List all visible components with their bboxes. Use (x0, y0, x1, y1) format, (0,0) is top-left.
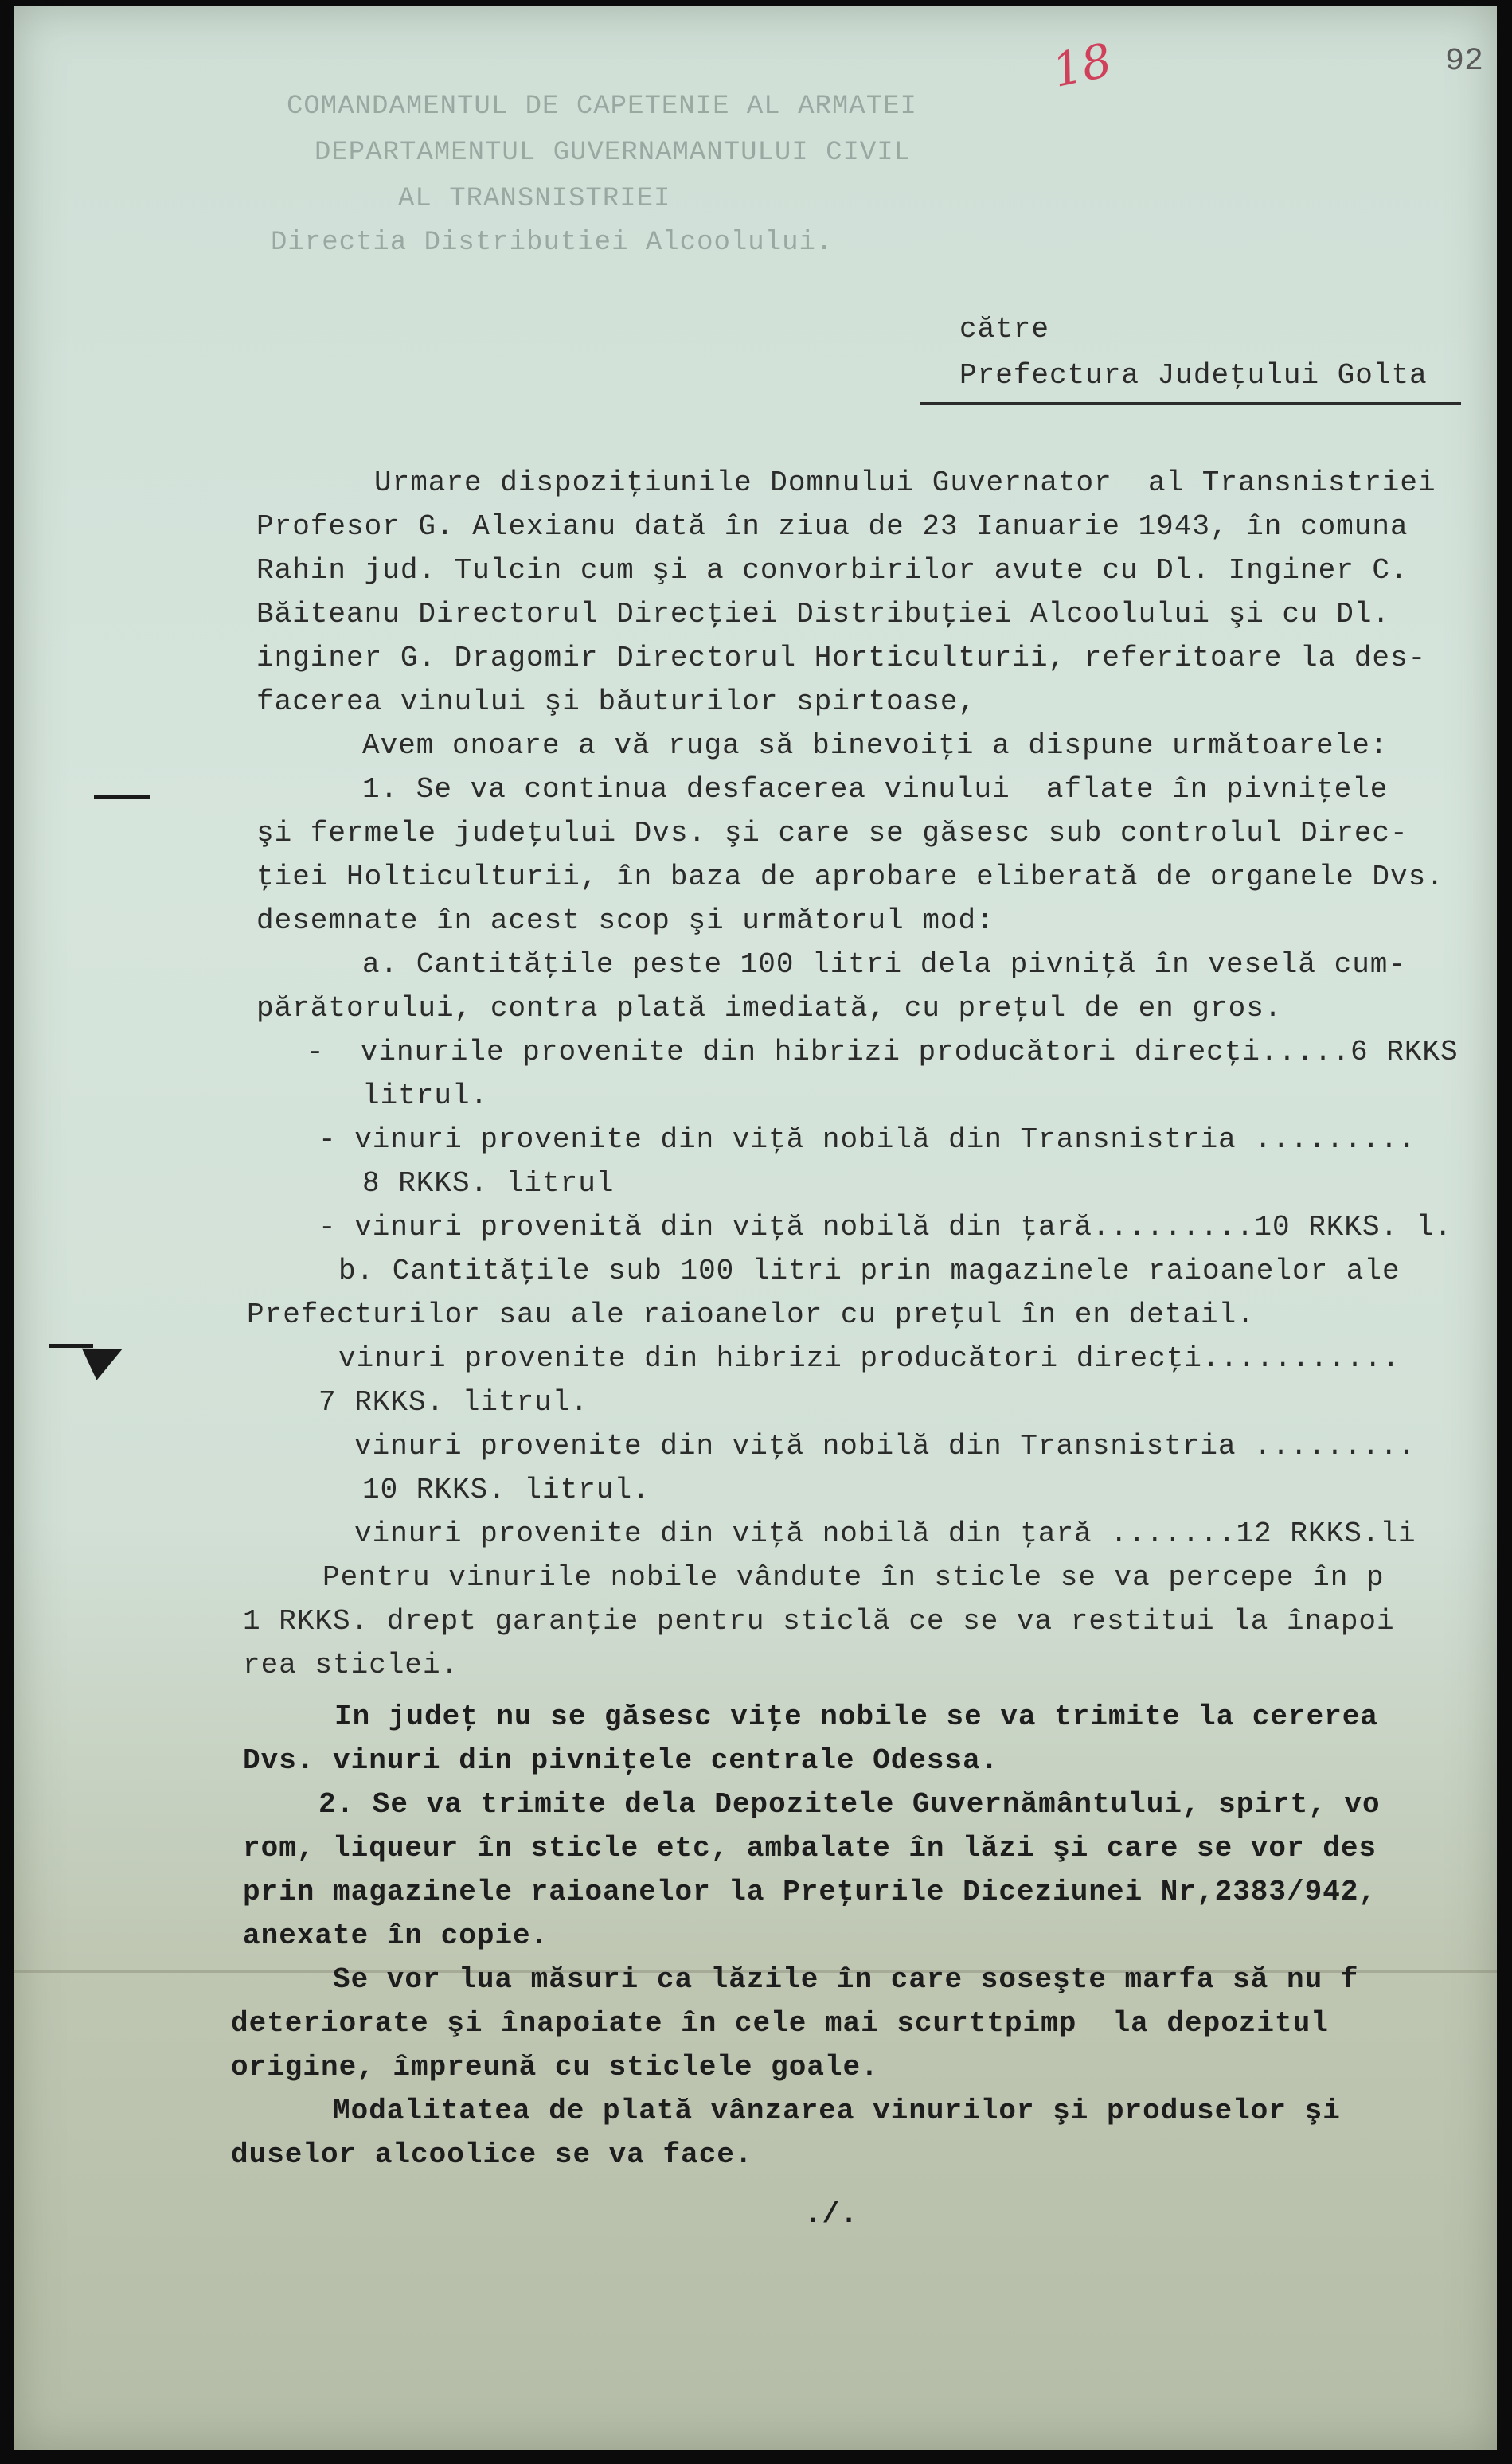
body-line: - vinurile provenite din hibrizi producători direcţi.....6 RKKS (307, 1036, 1459, 1068)
body-line: duselor alcoolice se va face. (231, 2138, 753, 2171)
body-line: Profesor G. Alexianu dată în ziua de 23 Ianuarie 1943, în comuna (256, 510, 1408, 543)
body-line: ţiei Holticulturii, în baza de aprobare eliberată de organele Dvs. (256, 861, 1444, 893)
body-line: origine, împreună cu sticlele goale. (231, 2051, 879, 2083)
header-line-3: AL TRANSNISTRIEI (398, 184, 671, 214)
body-line: inginer G. Dragomir Directorul Horticulturii, referitoare la des- (256, 642, 1427, 674)
body-line: - vinuri provenite din viţă nobilă din Transnistria ......... (318, 1123, 1416, 1156)
body-line: facerea vinului şi băuturilor spirtoase, (256, 685, 977, 718)
body-line: rea sticlei. (243, 1649, 459, 1681)
body-line: 1 RKKS. drept garanţie pentru sticlă ce se va restitui la înapoi (243, 1605, 1395, 1638)
header-line-2: DEPARTAMENTUL GUVERNAMANTULUI CIVIL (315, 138, 912, 168)
address-recipient: Prefectura Judeţului Golta (959, 359, 1428, 392)
body-line: b. Cantităţile sub 100 litri prin magazinele raioanelor ale (338, 1255, 1401, 1287)
body-line: - vinuri provenită din viţă nobilă din ţară.........10 RKKS. l. (318, 1211, 1453, 1244)
body-line: vinuri provenite din hibrizi producători direcţi........... (338, 1342, 1401, 1375)
body-line: 1. Se va continua desfacerea vinului aflate în pivniţele (362, 773, 1389, 806)
body-line: deteriorate şi înapoiate în cele mai scurttpimp la depozitul (231, 2007, 1329, 2040)
header-line-4: Directia Distributiei Alcoolului. (271, 228, 834, 258)
continuation-mark: ./. (804, 2198, 858, 2231)
body-line: Modalitatea de plată vânzarea vinurilor şi produselor şi (333, 2095, 1341, 2127)
body-line: Băiteanu Directorul Direcţiei Distribuţiei Alcoolului şi cu Dl. (256, 598, 1391, 631)
body-line: desemnate în acest scop şi următorul mod: (256, 904, 994, 937)
body-line: 7 RKKS. litrul. (318, 1386, 589, 1419)
header-line-1: COMANDAMENTUL DE CAPETENIE AL ARMATEI (287, 92, 917, 122)
page-number: 92 (1445, 44, 1484, 80)
body-line: rom, liqueur în sticle etc, ambalate în lăzi şi care se vor des (243, 1832, 1377, 1865)
body-line: anexate în copie. (243, 1919, 549, 1952)
body-line: 10 RKKS. litrul. (362, 1474, 651, 1506)
handwritten-number: 18 (1047, 33, 1117, 98)
recipient-underline (920, 402, 1461, 405)
body-line: Avem onoare a vă ruga să binevoiţi a dispune următoarele: (362, 729, 1389, 762)
body-line: Se vor lua măsuri ca lăzile în care soseşte marfa să nu f (333, 1963, 1359, 1996)
body-line: şi fermele judeţului Dvs. şi care se găsesc sub controlul Direc- (256, 817, 1408, 849)
body-line: Pentru vinurile nobile vândute în sticle se va percepe în p (322, 1561, 1385, 1594)
body-line: vinuri provenite din viţă nobilă din ţară .......12 RKKS.li (354, 1517, 1416, 1550)
body-line: 8 RKKS. litrul (362, 1167, 615, 1200)
margin-dash-mark (94, 795, 150, 799)
body-line: litrul. (362, 1080, 489, 1112)
body-line: In judeţ nu se găsesc viţe nobile se va trimite la cererea (334, 1701, 1379, 1733)
body-line: Dvs. vinuri din pivniţele centrale Odessa. (243, 1744, 999, 1777)
body-line: Urmare dispoziţiunile Domnului Guvernator al Transnistriei (374, 467, 1436, 499)
address-to: către (959, 313, 1050, 346)
body-line: 2. Se va trimite dela Depozitele Guvernământului, spirt, vo (318, 1788, 1381, 1821)
body-line: Rahin jud. Tulcin cum şi a convorbirilor avute cu Dl. Inginer C. (256, 554, 1408, 587)
body-line: a. Cantităţile peste 100 litri dela pivniţă în veselă cum- (362, 948, 1407, 981)
body-line: Prefecturilor sau ale raioanelor cu preţul în en detail. (247, 1298, 1255, 1331)
body-line: prin magazinele raioanelor la Preţurile Diceziunei Nr,2383/942, (243, 1876, 1377, 1908)
body-line: vinuri provenite din viţă nobilă din Transnistria ......... (354, 1430, 1416, 1462)
body-line: părătorului, contra plată imediată, cu preţul de en gros. (256, 992, 1283, 1025)
